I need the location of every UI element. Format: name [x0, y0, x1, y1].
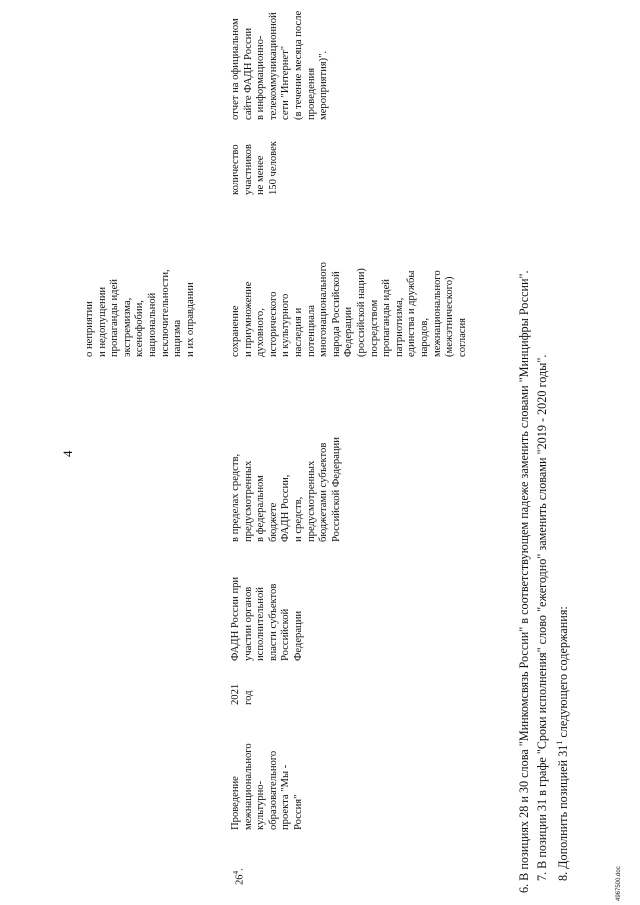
execution-term-cell: 2021 год: [230, 683, 254, 705]
paragraph-8-text: 8. Дополнить позицией 31: [556, 744, 571, 881]
event-name-cell: Проведение межнационального культурно- образовательного проекта "Мы - Россия": [230, 743, 304, 830]
row-number: [230, 855, 247, 885]
row-number-suffix: .: [234, 868, 246, 871]
page-number: 4: [60, 450, 75, 457]
paragraph-8-text-end: следующего содержания:: [556, 606, 571, 741]
row-number-superscript: 4: [232, 870, 240, 875]
row-number-main: 26: [234, 874, 246, 885]
paragraph-8-superscript: 1: [555, 740, 564, 745]
indicator-cell: количество участников не менее 150 человек: [230, 141, 279, 195]
goal-cell: сохранение и приумножение духовного, исторического и культурного наследия и потенциала многонационального народа Российской Федерации (российской нации) посредством пропаганды идей патриотизма, единства и дружбы народов, межнационального (межэтнического) согласия: [230, 262, 468, 357]
paragraph-7: 7. В позиции 31 в графе "Сроки исполнения" слово "ежегодно" заменить словами "2019 - 2020 годы".: [535, 354, 549, 881]
paragraph-6: 6. В позициях 28 и 30 слова "Минкомсвязь России" в соответствующем падеже заменить словами "Минцифры России".: [517, 270, 531, 893]
financing-cell: в пределах средств, предусмотренных в федеральном бюджете ФАДН России, и средств, предусмотренных бюджетами субъектов Российской Федерации: [230, 437, 342, 542]
paragraph-8: [553, 606, 570, 881]
goal-cell-continuation: о неприятии и недопущении пропаганды идей экстремизма, ксенофобии, национальной исключительности, нацизма и их оправдании: [84, 269, 196, 357]
document-file-id: 4967500.doc: [616, 866, 622, 901]
executor-cell: ФАДН России при участии органов исполнительной власти субъектов Российской Федерации: [230, 576, 304, 661]
report-cell: отчет на официальном сайте ФАДН России в информационно- телекоммуникационной сети "Интернет" (в течение месяца после проведения мероприятия)".: [230, 10, 330, 120]
